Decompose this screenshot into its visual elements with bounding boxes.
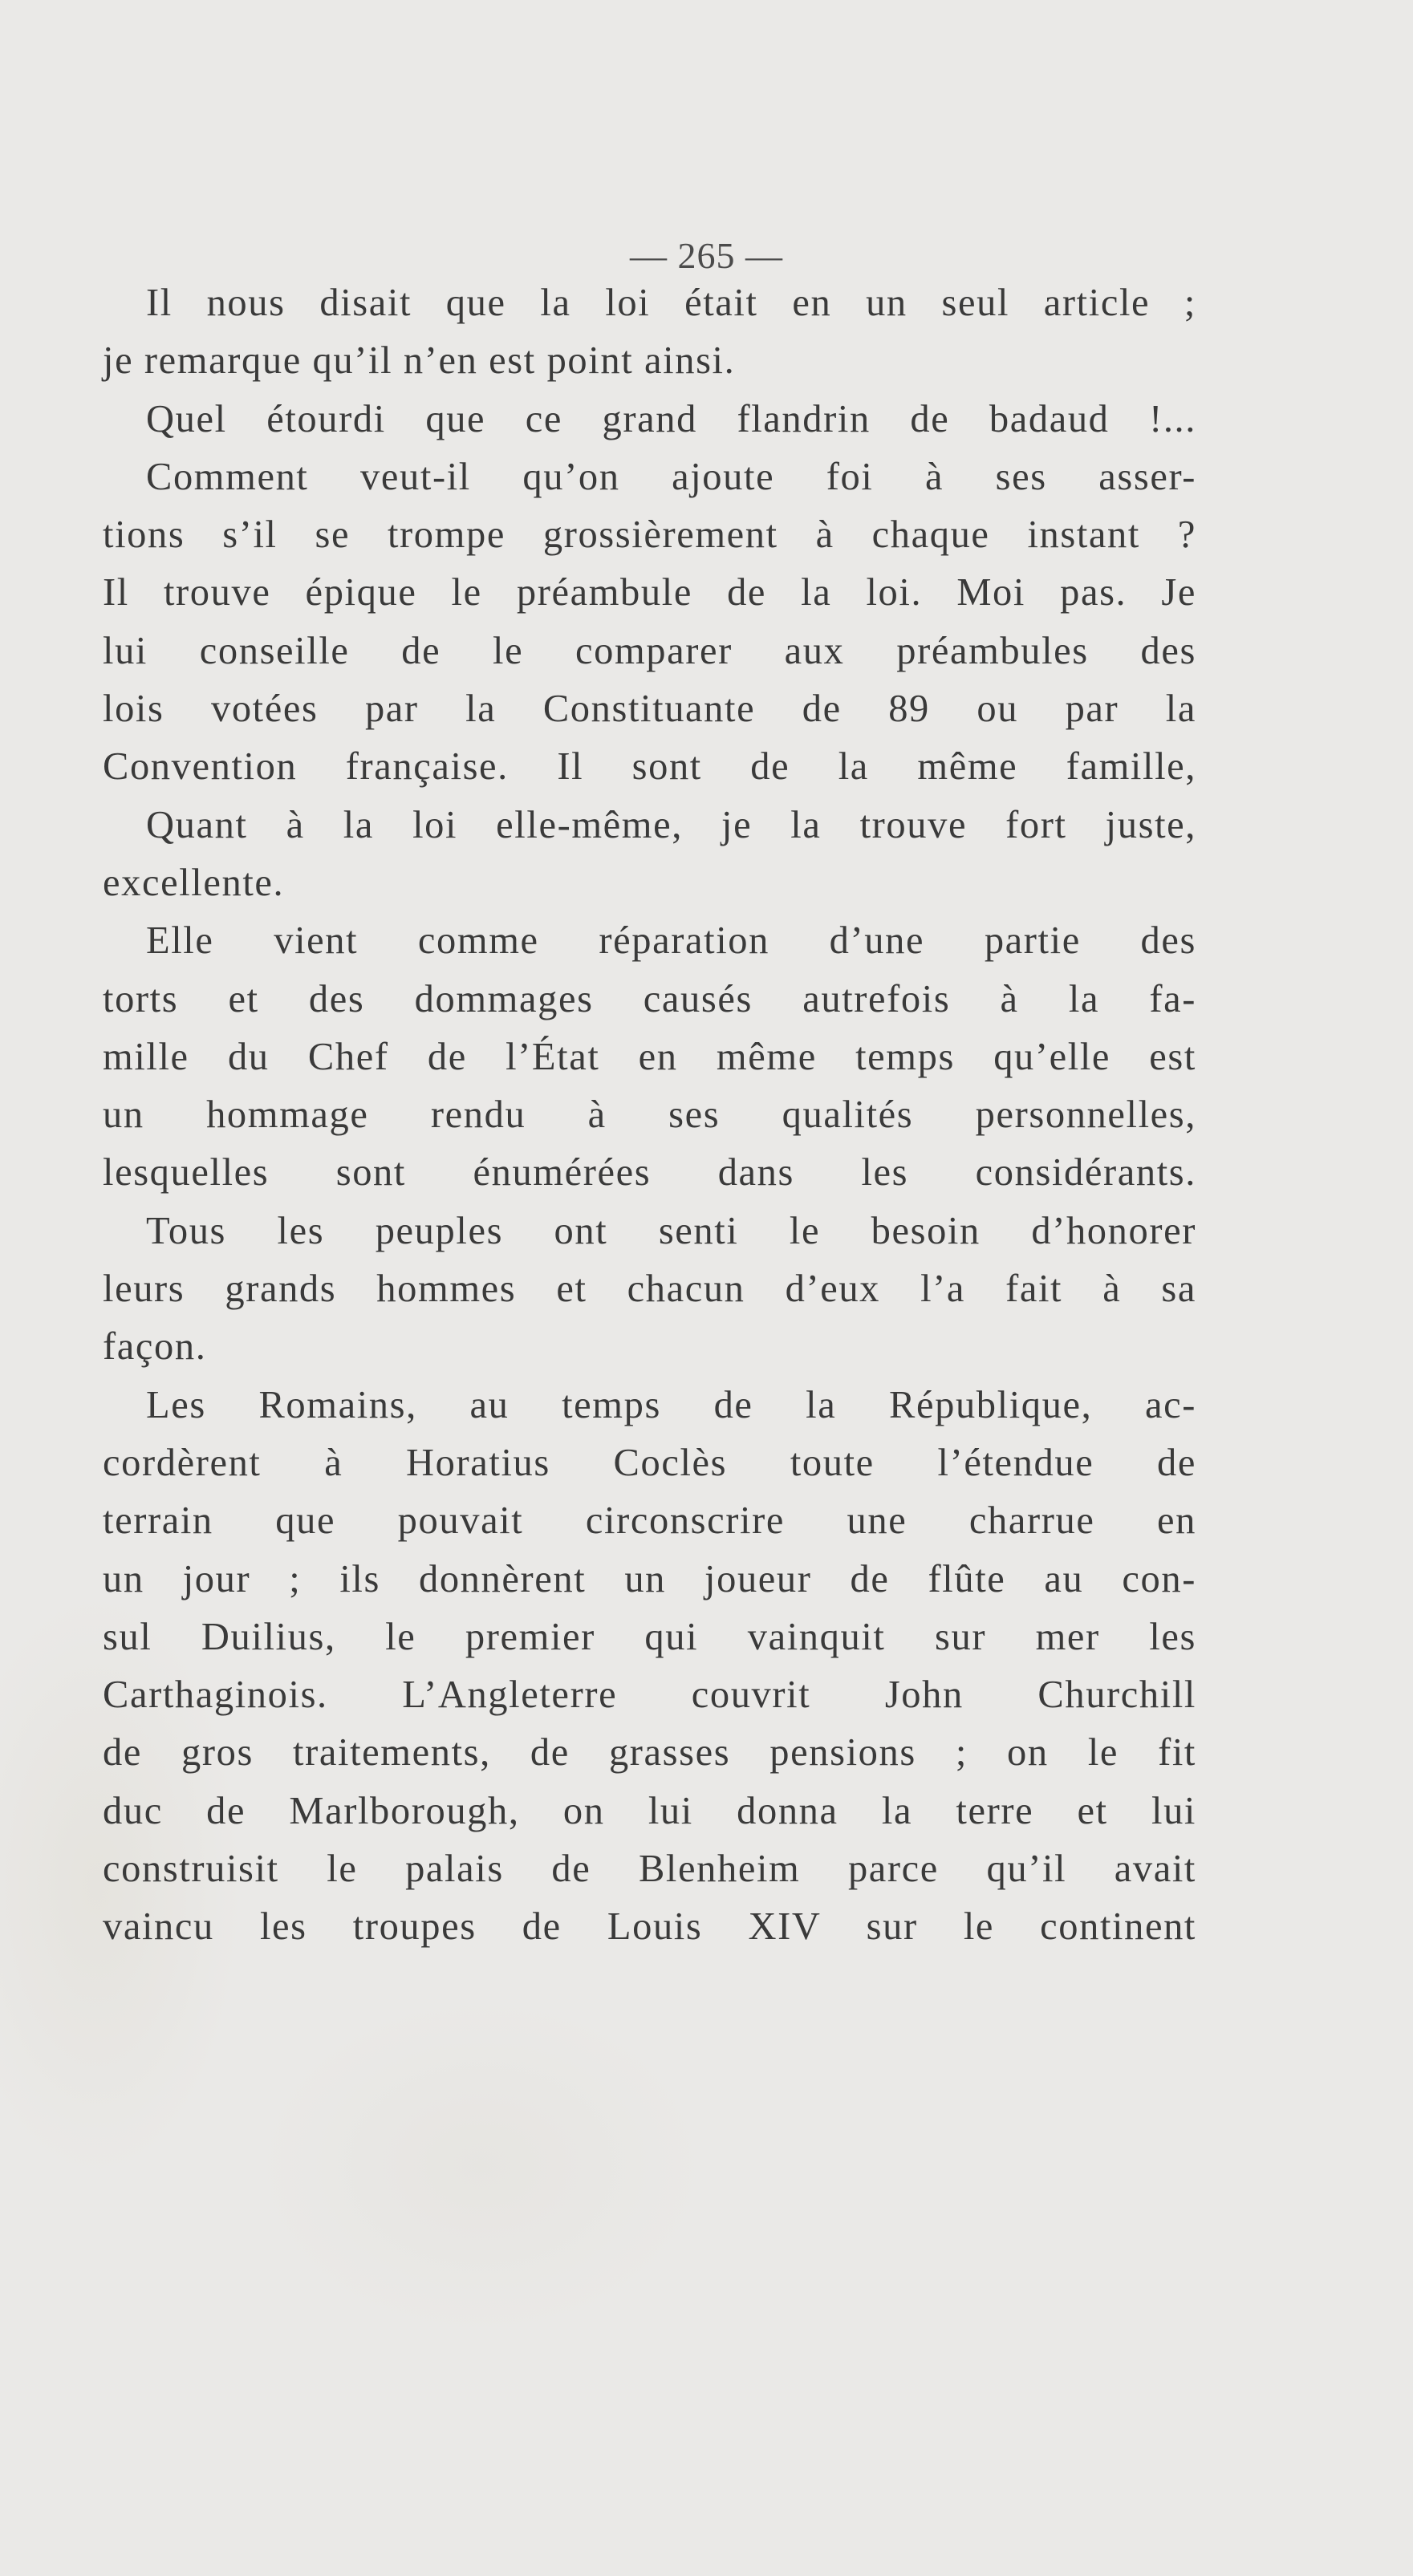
text-line: Comment veut-il qu’on ajoute foi à ses asser- (146, 455, 1196, 498)
text-line: construisit le palais de Blenheim parce qu’il avait (103, 1848, 1196, 1891)
text-line: Il trouve épique le préambule de la loi. Moi pas. Je (103, 571, 1196, 615)
text-line: duc de Marlborough, on lui donna la terre et lui (103, 1789, 1196, 1832)
text-line: façon. (103, 1325, 207, 1369)
text-line: tions s’il se trompe grossièrement à chaque instant ? (103, 513, 1196, 557)
text-line: torts et des dommages causés autrefois à la fa- (103, 977, 1196, 1020)
text-line: lois votées par la Constituante de 89 ou par la (103, 688, 1196, 731)
text-line: sul Duilius, le premier qui vainquit sur mer les (103, 1615, 1196, 1658)
text-line: lesquelles sont énumérées dans les considérants. (103, 1151, 1196, 1195)
text-line: lui conseille de le comparer aux préambules des (103, 629, 1196, 672)
text-line: Tous les peuples ont senti le besoin d’honorer (146, 1209, 1196, 1252)
text-line: de gros traitements, de grasses pensions ; on le fit (103, 1731, 1196, 1775)
text-line: un jour ; ils donnèrent un joueur de flûte au con- (103, 1557, 1196, 1600)
text-line: Convention française. Il sont de la même famille, (103, 745, 1196, 789)
text-line: Quel étourdi que ce grand flandrin de badaud !... (146, 397, 1196, 440)
text-line: terrain que pouvait circonscrire une charrue en (103, 1499, 1196, 1543)
text-line: Il nous disait que la loi était en un seul article ; (146, 282, 1196, 324)
text-line: je remarque qu’il n’en est point ainsi. (103, 339, 736, 383)
text-line: leurs grands hommes et chacun d’eux l’a fait à sa (103, 1268, 1196, 1311)
page-number: — 265 — (630, 235, 783, 276)
text-line: vaincu les troupes de Louis XIV sur le continent (103, 1905, 1196, 1949)
text-line: Quant à la loi elle-même, je la trouve fort juste, (146, 803, 1196, 846)
text-line: un hommage rendu à ses qualités personnelles, (103, 1093, 1196, 1137)
text-line: cordèrent à Horatius Coclès toute l’étendue de (103, 1441, 1196, 1484)
text-line: excellente. (103, 861, 285, 904)
text-line: Les Romains, au temps de la République, ac- (146, 1383, 1196, 1426)
text-line: mille du Chef de l’État en même temps qu’elle est (103, 1035, 1196, 1078)
body-text (103, 274, 1196, 1957)
text-line: Carthaginois. L’Angleterre couvrit John Churchill (103, 1673, 1196, 1717)
text-line: Elle vient comme réparation d’une partie des (146, 919, 1196, 963)
